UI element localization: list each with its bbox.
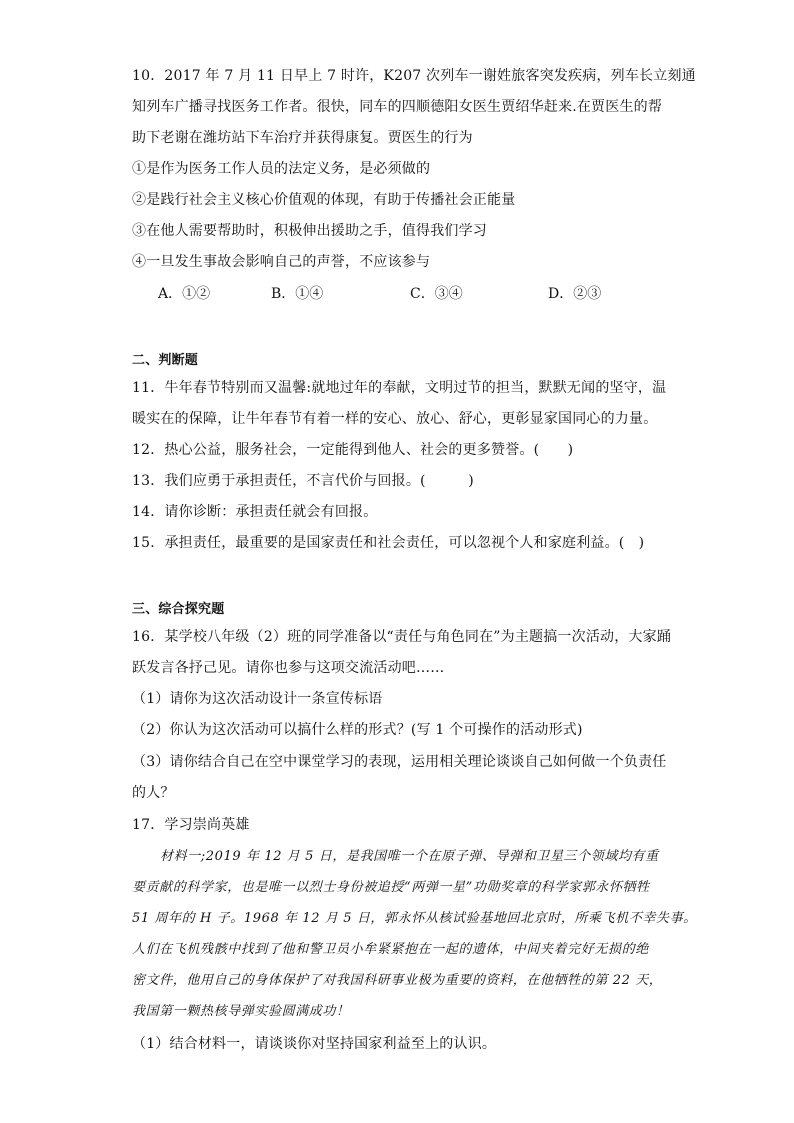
q10-statement-2: ②是践行社会主义核心价值观的体现，有助于传播社会正能量 [132,192,516,208]
q10-statement-4: ④一旦发生事故会影响自己的声誉，不应该参与 [132,254,431,270]
material-1-line-4: 人们在飞机残骸中找到了他和警卫员小牟紧紧抱在一起的遗体，中间夹着完好无损的绝 [132,942,649,957]
q10-line-1: 10．2017 年 7 月 11 日早上 7 时许，K207 次列车一谢姓旅客突发疾病，列车长立刻通 [132,68,696,84]
q16-line-1: 16．某学校八年级（2）班的同学准备以“责任与角色同在”为主题搞一次活动，大家踊 [132,629,672,645]
q11-line-2: 暖实在的保障，让牛年春节有着一样的安心、放心、舒心，更彰显家国同心的力量。 [132,411,658,427]
q10-option-d: D．②③ [548,286,602,302]
section-2-heading: 二、判断题 [132,353,199,368]
q14-line: 14．请你诊断：承担责任就会有回报。 [132,504,378,520]
q12-line: 12．热心公益，服务社会，一定能得到他人、社会的更多赞誉。( ) [132,442,574,458]
q10-statement-1: ①是作为医务工作人员的法定义务，是必须做的 [132,161,431,177]
q16-sub-1: （1）请你为这次活动设计一条宣传标语 [132,691,383,707]
material-1-line-5: 密文件，他用自己的身体保护了对我国科研事业极为重要的资料，在他牺牲的第 22 天， [132,973,663,988]
material-1-line-1: 材料一;2019 年 12 月 5 日，是我国唯一个在原子弹、导弹和卫星三个领域均有重 [160,849,659,864]
material-1-line-6: 我国第一颗热核导弹实验圆满成功！ [132,1004,350,1019]
q10-option-c: C．③④ [410,286,463,302]
q16-line-2: 跃发言各抒己见。请你也参与这项交流活动吧…… [132,660,445,676]
q17-title: 17．学习崇尚英雄 [132,817,250,833]
q16-sub-3-line-1: （3）请你结合自己在空中课堂学习的表现，运用相关理论谈谈自己如何做一个负责任 [132,754,667,770]
q10-option-b: B．①④ [271,286,324,302]
q10-line-3: 助下老谢在潍坊站下车治疗并获得康复。贾医生的行为 [132,130,473,146]
q17-sub-1: （1）结合材料一，请谈谈你对坚持国家利益至上的认识。 [132,1036,497,1052]
q11-line-1: 11．牛年春节特别而又温馨:就地过年的奉献，文明过节的担当，默默无闻的坚守，温 [132,380,667,396]
q10-option-a: A．①② [158,286,211,302]
section-3-heading: 三、综合探究题 [132,602,225,617]
q10-statement-3: ③在他人需要帮助时，积极伸出援助之手，值得我们学习 [132,223,487,239]
material-1-line-2: 要贡献的科学家，也是唯一以烈士身份被追授“两弹一星”功勋奖章的科学家郭永怀牺牲 [132,880,650,895]
q15-line: 15．承担责任，最重要的是国家责任和社会责任，可以忽视个人和家庭利益。( ) [132,535,645,551]
q10-line-2: 知列车广播寻找医务工作者。很快，同车的四顺德阳女医生贾绍华赶来.在贾医生的帮 [132,99,663,115]
material-1-line-3: 51 周年的 H 子。1968 年 12 月 5 日，郭永怀从核试验基地回北京时，所乘飞机不幸失事。 [132,911,697,926]
q16-sub-2: （2）你认为这次活动可以搞什么样的形式？(写 1 个可操作的活动形式) [132,722,583,738]
q16-sub-3-line-2: 的人？ [132,785,175,801]
q13-line: 13．我们应勇于承担责任，不言代价与回报。( ) [132,473,474,489]
